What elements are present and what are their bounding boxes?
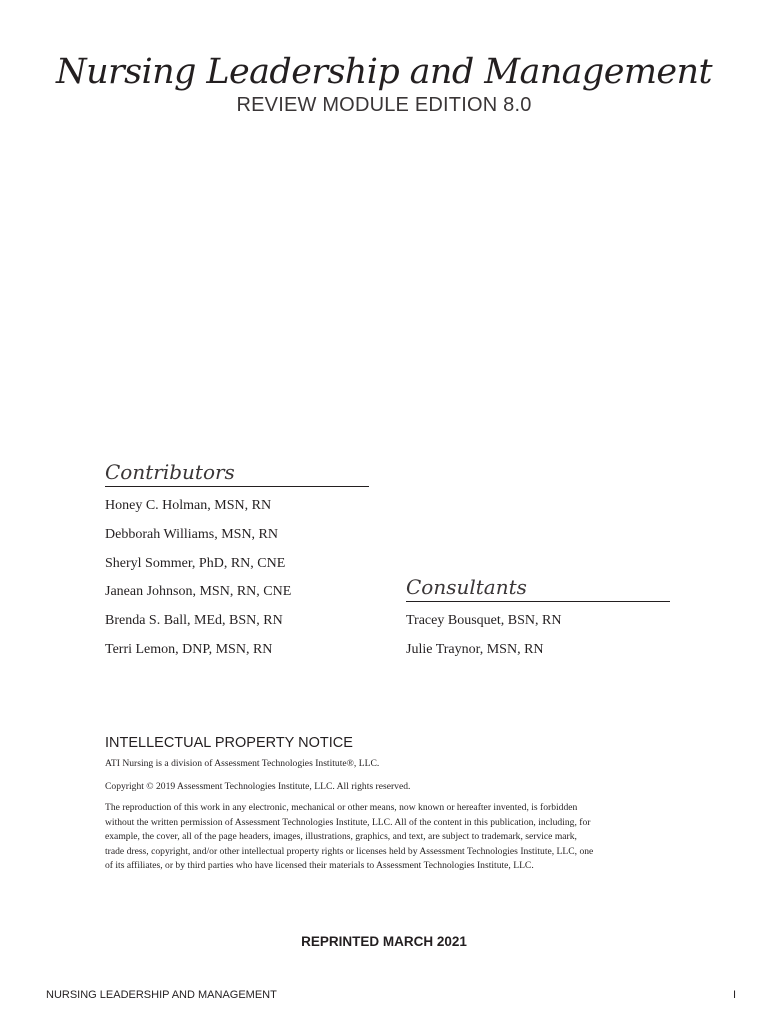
consultant-name: Julie Traynor, MSN, RN bbox=[406, 641, 544, 657]
consultant-name: Tracey Bousquet, BSN, RN bbox=[406, 613, 562, 628]
contributor-name: Sheryl Sommer, PhD, RN, CNE bbox=[105, 555, 286, 571]
footer-running-title: NURSING LEADERSHIP AND MANAGEMENT bbox=[46, 989, 277, 1001]
reprint-date: REPRINTED MARCH 2021 bbox=[301, 934, 467, 949]
ip-notice-division: ATI Nursing is a division of Assessment Technologies Institute®, LLC. bbox=[105, 758, 380, 769]
ip-notice-body: The reproduction of this work in any electronic, mechanical or other means, now known or hereafter invented, is forbidden without the written permission of Assessment Technologies Institute, LLC. All of the content in this publication, including, for example, the cover, all of the page headers, images, illustrations, graphics, and text, are subject to trademark, service mark, trade dress, copyright, and/or other intellectual property rights or licenses held by Assessment Technologies Institute, LLC, one of its affiliates, or by third parties who have licensed their materials to Assessment Technologies Institute, LLC. bbox=[105, 802, 594, 872]
contributor-name: Brenda S. Ball, MEd, BSN, RN bbox=[105, 613, 283, 629]
consultants-heading: Consultants bbox=[406, 574, 670, 602]
footer-page-number: I bbox=[733, 989, 737, 1001]
contributor-name: Terri Lemon, DNP, MSN, RN bbox=[105, 641, 273, 657]
contributor-name: Debborah Williams, MSN, RN bbox=[105, 526, 279, 542]
contributors-heading: Contributors bbox=[105, 459, 369, 487]
ip-notice-heading: INTELLECTUAL PROPERTY NOTICE bbox=[105, 735, 353, 751]
edition-subtitle: REVIEW MODULE EDITION 8.0 bbox=[236, 94, 532, 116]
contributor-name: Janean Johnson, MSN, RN, CNE bbox=[105, 584, 292, 600]
consultants-list bbox=[406, 607, 561, 665]
contributor-name: Honey C. Holman, MSN, RN bbox=[105, 498, 272, 513]
ip-notice-copyright: Copyright © 2019 Assessment Technologies Institute, LLC. All rights reserved. bbox=[105, 781, 411, 792]
contributors-list bbox=[105, 492, 291, 665]
page-title: Nursing Leadership and Management bbox=[56, 52, 712, 92]
